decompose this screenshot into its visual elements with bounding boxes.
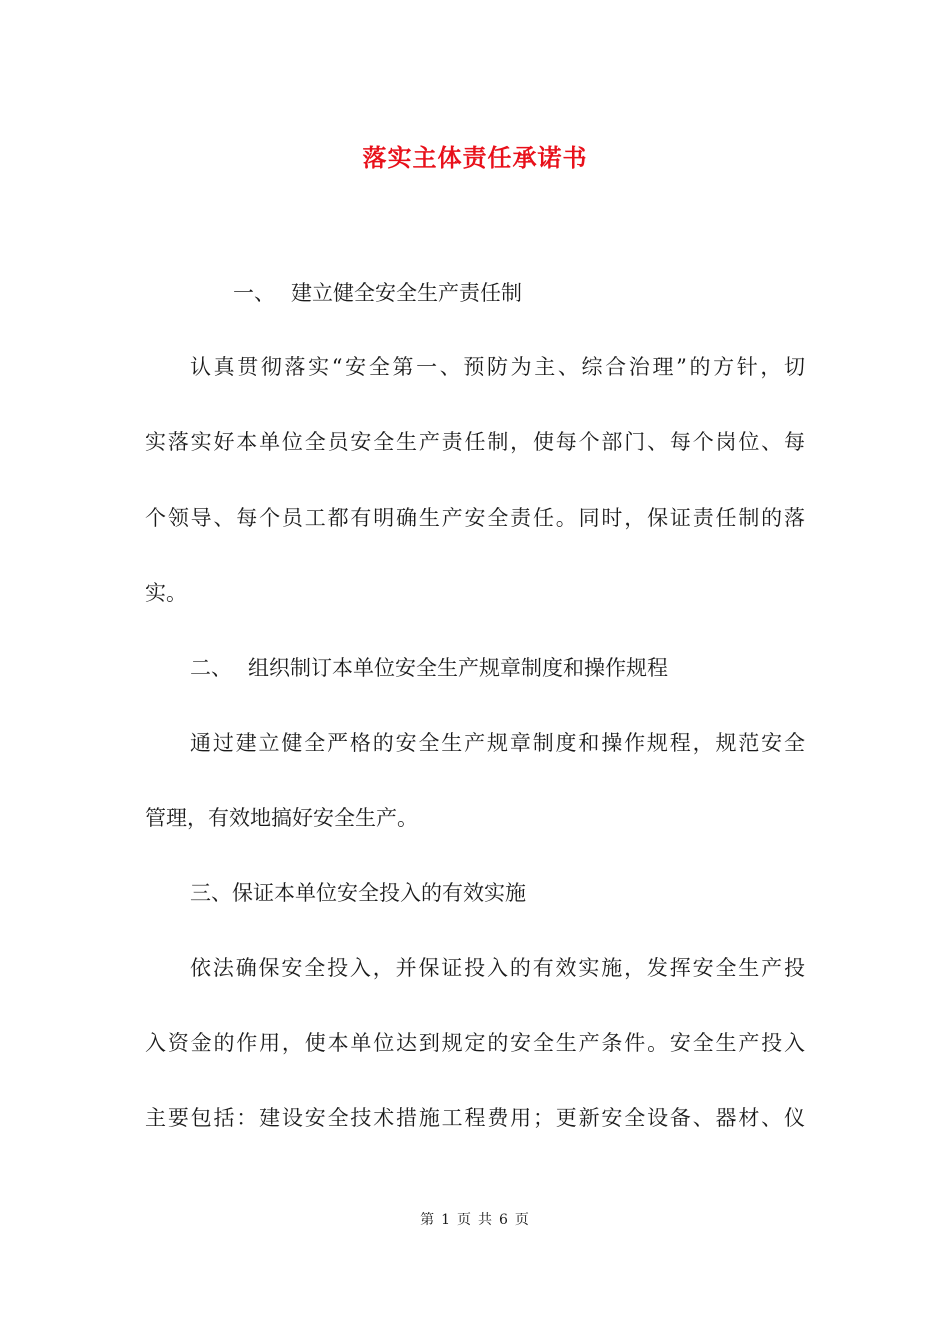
section-1-line-2: 实落实好本单位全员安全生产责任制，使每个部门、每个岗位、每 [145,430,805,454]
section-1-line-1: 认真贯彻落实“安全第一、预防为主、综合治理”的方针，切 [190,355,805,379]
section-2-line-2: 管理，有效地搞好安全生产。 [145,806,418,830]
page-footer [0,1209,950,1229]
section-2-line-1: 通过建立健全严格的安全生产规章制度和操作规程，规范安全 [190,731,805,755]
section-1-number: 一、 [233,281,275,305]
footer-page-word: 页 [457,1212,472,1228]
section-3-line-2: 入资金的作用，使本单位达到规定的安全生产条件。安全生产投入 [145,1031,805,1055]
section-2-heading [190,653,668,683]
section-3-heading: 三、保证本单位安全投入的有效实施 [190,881,526,905]
footer-prefix: 第 [420,1212,436,1228]
footer-suffix: 页 [514,1212,530,1228]
section-1-line-4: 实。 [145,581,187,605]
section-1-title: 建立健全安全生产责任制 [291,281,522,305]
section-3-line-3: 主要包括：建设安全技术措施工程费用；更新安全设备、器材、仪 [145,1106,805,1130]
section-3-line-1: 依法确保安全投入，并保证投入的有效实施，发挥安全生产投 [190,956,805,980]
footer-total-pages: 6 [499,1212,509,1228]
footer-current-page: 1 [441,1212,451,1228]
section-2-title: 组织制订本单位安全生产规章制度和操作规程 [248,656,668,680]
section-2-number: 二、 [190,656,232,680]
footer-total-prefix: 共 [478,1212,493,1228]
section-1-line-3: 个领导、每个员工都有明确生产安全责任。同时，保证责任制的落 [145,506,805,530]
document-title: 落实主体责任承诺书 [362,143,588,172]
section-1-heading [233,278,522,308]
